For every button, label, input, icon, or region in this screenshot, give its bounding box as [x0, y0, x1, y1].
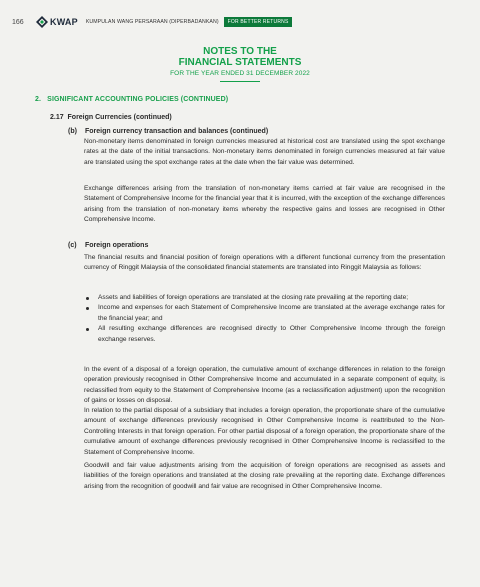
item-c-paragraph-1: The financial results and financial position of foreign operations with a different functional currency from the presentation currency of Ringgit Malaysia of the consolidated financial statements are translated into Ringgit Malaysia as follows:: [84, 254, 445, 272]
organisation-name: KUMPULAN WANG PERSARAAN (DIPERBADANKAN): [85, 19, 219, 25]
item-b-label: (b): [68, 128, 77, 135]
item-b-title: Foreign currency transaction and balances (continued): [84, 128, 269, 135]
page-number: 166: [12, 18, 24, 26]
subsection-heading: 2.17 Foreign Currencies (continued): [50, 114, 172, 121]
item-c-bullet-list: [84, 293, 445, 345]
item-b-paragraph-2: Exchange differences arising from the translation of non-monetary items carried at fair value are recognised in the Statement of Comprehensive Income for the financial year that it is incurred, with the exception of the exchange differences arising from the translation of non-monetary items whereby the respective gains and losses are recognised in Other Comprehensive Income.: [84, 185, 445, 224]
item-c-label: (c): [68, 242, 77, 249]
item-c-heading: [68, 242, 148, 249]
item-c-title: Foreign operations: [84, 242, 149, 249]
page-header: [12, 15, 292, 29]
item-b-paragraph-1: Non-monetary items denominated in foreign currencies measured at historical cost are translated using the spot exchange rates at the date of the initial transactions. Non-monetary items denominated in foreign currencies measured at fair value are translated using the spot exchange rates at the date when the fair value was determined.: [84, 138, 445, 166]
item-c-paragraph-4: Goodwill and fair value adjustments arising from the acquisition of foreign operations are recognised as assets and liabilities of the foreign operations and translated at the closing rate prevailing at the reporting date. Exchange differences arising from the recognition of goodwill and fair value are recognised in Other Comprehensive Income.: [84, 462, 445, 490]
kwap-logo: [36, 16, 78, 28]
title-divider: [220, 81, 260, 82]
kwap-logo-icon: [36, 16, 48, 28]
logo-wordmark: KWAP: [50, 17, 78, 27]
title-block: [0, 46, 480, 82]
section-heading: 2. SIGNIFICANT ACCOUNTING POLICIES (CONTINUED): [35, 96, 229, 103]
item-c-paragraph-3: In relation to the partial disposal of a subsidiary that includes a foreign operation, the proportionate share of the cumulative amount of exchange differences previously recognised in Other Comprehensive Income is reattributed to the Non-Controlling Interests in that foreign operation. For other partial disposal of a foreign operation, the proportionate share of the cumulative amount of exchange differences previously recognised in Other Comprehensive Income is reclassified to the Statement of Comprehensive Income.: [84, 407, 445, 456]
list-item: All resulting exchange differences are recognised directly to Other Comprehensive Income through the foreign exchange reserves.: [84, 324, 445, 345]
item-b-heading: [68, 128, 268, 135]
item-c-paragraph-2: In the event of a disposal of a foreign operation, the cumulative amount of exchange differences in relation to the foreign operation previously recognised in Other Comprehensive Income and accumulated in a separate component of equity, is reclassified from equity to the Statement of Comprehensive Income (as a reclassification adjustment) upon the recognition of gains or losses on disposal.: [84, 366, 445, 405]
page-title-line-1: NOTES TO THE: [203, 46, 277, 57]
page-subtitle: FOR THE YEAR ENDED 31 DECEMBER 2022: [170, 70, 310, 77]
page-title-line-2: FINANCIAL STATEMENTS: [178, 57, 302, 68]
tagline-badge: FOR BETTER RETURNS: [224, 17, 293, 27]
list-item: Income and expenses for each Statement of Comprehensive Income are translated at the average exchange rates for the financial year; and: [84, 303, 445, 324]
list-item: Assets and liabilities of foreign operations are translated at the closing rate prevailing at the reporting date;: [84, 293, 445, 303]
